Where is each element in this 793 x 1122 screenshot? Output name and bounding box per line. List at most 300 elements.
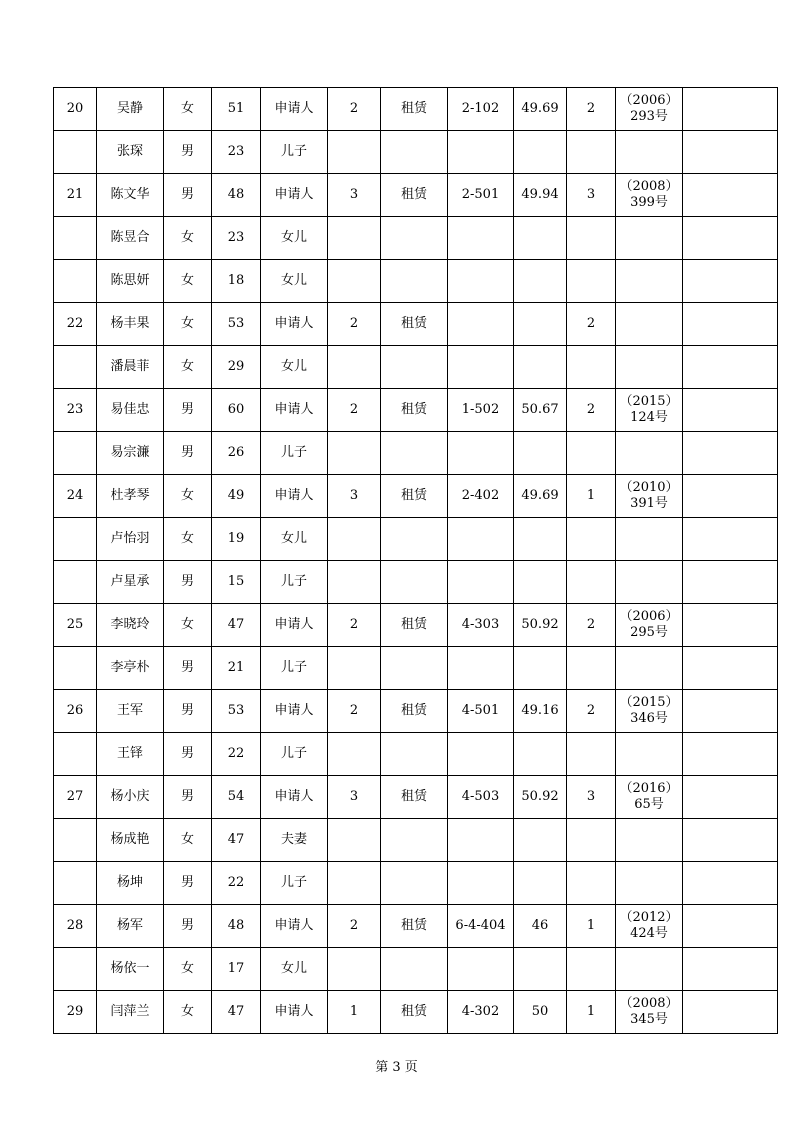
table-row <box>54 260 778 303</box>
cell-age: 29 <box>212 346 261 389</box>
table-body <box>54 88 778 1034</box>
cell-household-count <box>328 518 381 561</box>
cell-household-count: 2 <box>328 303 381 346</box>
cell-room <box>448 733 514 776</box>
cell-number: 29 <box>54 991 97 1034</box>
cell-number: 28 <box>54 905 97 948</box>
cell-room: 2-501 <box>448 174 514 217</box>
cell-room <box>448 131 514 174</box>
cell-room: 4-302 <box>448 991 514 1034</box>
cell-level <box>567 518 616 561</box>
cell-reference <box>616 862 683 905</box>
reference-line: （2008） <box>619 179 679 194</box>
cell-household-count: 2 <box>328 905 381 948</box>
table-row <box>54 948 778 991</box>
cell-age: 51 <box>212 88 261 131</box>
cell-housing-type <box>381 217 448 260</box>
cell-remark <box>683 647 778 690</box>
cell-number <box>54 346 97 389</box>
cell-household-count <box>328 131 381 174</box>
cell-level <box>567 432 616 475</box>
reference-line: 345号 <box>630 1012 668 1027</box>
cell-area <box>514 432 567 475</box>
cell-housing-type: 租赁 <box>381 776 448 819</box>
cell-room <box>448 948 514 991</box>
reference-line: 346号 <box>630 711 668 726</box>
cell-reference <box>616 131 683 174</box>
cell-age: 47 <box>212 991 261 1034</box>
cell-age: 19 <box>212 518 261 561</box>
cell-remark <box>683 905 778 948</box>
cell-reference <box>616 217 683 260</box>
cell-household-count: 2 <box>328 88 381 131</box>
cell-sex: 女 <box>164 88 212 131</box>
cell-room: 2-402 <box>448 475 514 518</box>
cell-number <box>54 518 97 561</box>
cell-level: 1 <box>567 991 616 1034</box>
applicant-table <box>53 87 778 1034</box>
table-row <box>54 604 778 647</box>
cell-name: 杨坤 <box>97 862 164 905</box>
cell-level: 3 <box>567 776 616 819</box>
cell-level <box>567 346 616 389</box>
cell-number <box>54 432 97 475</box>
cell-housing-type <box>381 518 448 561</box>
cell-sex: 女 <box>164 475 212 518</box>
cell-room <box>448 819 514 862</box>
cell-remark <box>683 303 778 346</box>
cell-reference <box>616 819 683 862</box>
cell-age: 54 <box>212 776 261 819</box>
cell-household-count: 1 <box>328 991 381 1034</box>
cell-sex: 女 <box>164 819 212 862</box>
cell-number: 26 <box>54 690 97 733</box>
cell-relation: 儿子 <box>261 733 328 776</box>
cell-housing-type: 租赁 <box>381 690 448 733</box>
cell-room <box>448 260 514 303</box>
page-number: 第 3 页 <box>375 1060 418 1075</box>
cell-sex: 女 <box>164 948 212 991</box>
table-row <box>54 862 778 905</box>
cell-number: 23 <box>54 389 97 432</box>
cell-housing-type <box>381 819 448 862</box>
cell-household-count: 3 <box>328 174 381 217</box>
table-row <box>54 475 778 518</box>
reference-line: 399号 <box>630 195 668 210</box>
cell-sex: 男 <box>164 690 212 733</box>
cell-age: 48 <box>212 905 261 948</box>
cell-level <box>567 948 616 991</box>
cell-level: 3 <box>567 174 616 217</box>
cell-housing-type <box>381 561 448 604</box>
cell-name: 易佳忠 <box>97 389 164 432</box>
cell-sex: 男 <box>164 131 212 174</box>
cell-remark <box>683 88 778 131</box>
table-row <box>54 690 778 733</box>
cell-household-count <box>328 647 381 690</box>
cell-age: 60 <box>212 389 261 432</box>
cell-sex: 女 <box>164 604 212 647</box>
cell-housing-type: 租赁 <box>381 88 448 131</box>
cell-relation: 申请人 <box>261 991 328 1034</box>
cell-household-count: 3 <box>328 776 381 819</box>
cell-level: 2 <box>567 604 616 647</box>
cell-household-count <box>328 819 381 862</box>
cell-name: 李亭朴 <box>97 647 164 690</box>
cell-household-count: 3 <box>328 475 381 518</box>
cell-age: 47 <box>212 604 261 647</box>
cell-area <box>514 303 567 346</box>
cell-number: 24 <box>54 475 97 518</box>
reference-line: 391号 <box>630 496 668 511</box>
cell-housing-type: 租赁 <box>381 905 448 948</box>
cell-area <box>514 518 567 561</box>
reference-line: （2010） <box>619 480 679 495</box>
cell-household-count <box>328 432 381 475</box>
cell-housing-type: 租赁 <box>381 475 448 518</box>
cell-level <box>567 733 616 776</box>
cell-remark <box>683 690 778 733</box>
cell-remark <box>683 604 778 647</box>
cell-relation: 儿子 <box>261 647 328 690</box>
cell-number <box>54 862 97 905</box>
cell-reference <box>616 647 683 690</box>
table-row <box>54 518 778 561</box>
reference-line: （2008） <box>619 996 679 1011</box>
cell-name: 闫萍兰 <box>97 991 164 1034</box>
cell-sex: 男 <box>164 776 212 819</box>
cell-number: 21 <box>54 174 97 217</box>
table-row <box>54 432 778 475</box>
cell-room: 1-502 <box>448 389 514 432</box>
cell-area: 50.67 <box>514 389 567 432</box>
cell-name: 卢星承 <box>97 561 164 604</box>
cell-number <box>54 260 97 303</box>
cell-name: 杨小庆 <box>97 776 164 819</box>
cell-level <box>567 561 616 604</box>
cell-relation: 申请人 <box>261 690 328 733</box>
cell-area <box>514 733 567 776</box>
cell-sex: 男 <box>164 647 212 690</box>
cell-remark <box>683 561 778 604</box>
cell-area: 46 <box>514 905 567 948</box>
reference-line: 124号 <box>630 410 668 425</box>
cell-age: 49 <box>212 475 261 518</box>
cell-reference <box>616 389 683 432</box>
cell-sex: 男 <box>164 389 212 432</box>
cell-area <box>514 819 567 862</box>
cell-age: 53 <box>212 303 261 346</box>
cell-remark <box>683 260 778 303</box>
cell-area <box>514 647 567 690</box>
cell-remark <box>683 131 778 174</box>
cell-room: 4-503 <box>448 776 514 819</box>
cell-number <box>54 647 97 690</box>
cell-relation: 儿子 <box>261 432 328 475</box>
table-row <box>54 647 778 690</box>
cell-area: 49.69 <box>514 88 567 131</box>
cell-remark <box>683 776 778 819</box>
cell-room: 2-102 <box>448 88 514 131</box>
cell-household-count <box>328 948 381 991</box>
table-row <box>54 905 778 948</box>
cell-area: 49.94 <box>514 174 567 217</box>
cell-reference <box>616 733 683 776</box>
cell-household-count: 2 <box>328 389 381 432</box>
cell-room <box>448 346 514 389</box>
cell-relation: 女儿 <box>261 260 328 303</box>
cell-relation: 儿子 <box>261 561 328 604</box>
cell-sex: 女 <box>164 518 212 561</box>
cell-age: 47 <box>212 819 261 862</box>
cell-number <box>54 131 97 174</box>
cell-area <box>514 260 567 303</box>
cell-housing-type: 租赁 <box>381 604 448 647</box>
cell-name: 李晓玲 <box>97 604 164 647</box>
cell-name: 陈思妍 <box>97 260 164 303</box>
table-row <box>54 303 778 346</box>
cell-sex: 男 <box>164 561 212 604</box>
cell-room <box>448 862 514 905</box>
cell-number: 20 <box>54 88 97 131</box>
cell-sex: 女 <box>164 260 212 303</box>
cell-household-count <box>328 862 381 905</box>
table-row <box>54 131 778 174</box>
cell-remark <box>683 862 778 905</box>
reference-line: 424号 <box>630 926 668 941</box>
cell-relation: 申请人 <box>261 905 328 948</box>
cell-household-count: 2 <box>328 690 381 733</box>
cell-area <box>514 948 567 991</box>
cell-sex: 男 <box>164 905 212 948</box>
cell-reference <box>616 991 683 1034</box>
table-row <box>54 174 778 217</box>
cell-age: 22 <box>212 862 261 905</box>
cell-reference <box>616 432 683 475</box>
cell-sex: 女 <box>164 991 212 1034</box>
table-row <box>54 346 778 389</box>
cell-remark <box>683 991 778 1034</box>
table-row <box>54 991 778 1034</box>
cell-age: 17 <box>212 948 261 991</box>
cell-relation: 儿子 <box>261 131 328 174</box>
reference-line: （2006） <box>619 609 679 624</box>
cell-area: 50 <box>514 991 567 1034</box>
cell-reference <box>616 776 683 819</box>
cell-room <box>448 561 514 604</box>
cell-relation: 夫妻 <box>261 819 328 862</box>
cell-number <box>54 217 97 260</box>
cell-name: 张琛 <box>97 131 164 174</box>
cell-room <box>448 518 514 561</box>
cell-remark <box>683 733 778 776</box>
cell-area: 49.16 <box>514 690 567 733</box>
cell-relation: 申请人 <box>261 776 328 819</box>
cell-area <box>514 862 567 905</box>
cell-room <box>448 217 514 260</box>
cell-remark <box>683 819 778 862</box>
cell-household-count <box>328 217 381 260</box>
cell-room: 6-4-404 <box>448 905 514 948</box>
cell-household-count <box>328 346 381 389</box>
cell-room: 4-303 <box>448 604 514 647</box>
cell-household-count: 2 <box>328 604 381 647</box>
cell-level <box>567 862 616 905</box>
cell-reference <box>616 303 683 346</box>
cell-housing-type: 租赁 <box>381 389 448 432</box>
cell-level <box>567 647 616 690</box>
cell-number: 27 <box>54 776 97 819</box>
cell-household-count <box>328 260 381 303</box>
cell-relation: 申请人 <box>261 303 328 346</box>
cell-sex: 女 <box>164 303 212 346</box>
cell-name: 杨依一 <box>97 948 164 991</box>
cell-age: 48 <box>212 174 261 217</box>
cell-housing-type: 租赁 <box>381 303 448 346</box>
cell-number <box>54 733 97 776</box>
cell-name: 杨丰果 <box>97 303 164 346</box>
cell-housing-type <box>381 432 448 475</box>
cell-level: 2 <box>567 690 616 733</box>
cell-name: 王军 <box>97 690 164 733</box>
cell-sex: 男 <box>164 174 212 217</box>
cell-relation: 女儿 <box>261 346 328 389</box>
cell-reference <box>616 475 683 518</box>
table-row <box>54 389 778 432</box>
cell-reference <box>616 174 683 217</box>
cell-age: 23 <box>212 217 261 260</box>
reference-line: 293号 <box>630 109 668 124</box>
cell-name: 吴静 <box>97 88 164 131</box>
cell-remark <box>683 174 778 217</box>
cell-name: 卢怡羽 <box>97 518 164 561</box>
cell-housing-type <box>381 733 448 776</box>
cell-number <box>54 561 97 604</box>
cell-age: 26 <box>212 432 261 475</box>
cell-area: 50.92 <box>514 604 567 647</box>
cell-area <box>514 346 567 389</box>
cell-area <box>514 217 567 260</box>
cell-relation: 申请人 <box>261 174 328 217</box>
cell-area: 50.92 <box>514 776 567 819</box>
cell-reference <box>616 88 683 131</box>
cell-sex: 男 <box>164 733 212 776</box>
table-row <box>54 776 778 819</box>
cell-relation: 女儿 <box>261 948 328 991</box>
table-row <box>54 217 778 260</box>
cell-relation: 儿子 <box>261 862 328 905</box>
cell-remark <box>683 518 778 561</box>
table-row <box>54 561 778 604</box>
cell-age: 22 <box>212 733 261 776</box>
cell-reference <box>616 905 683 948</box>
cell-housing-type <box>381 346 448 389</box>
cell-reference <box>616 346 683 389</box>
cell-relation: 女儿 <box>261 518 328 561</box>
cell-number: 25 <box>54 604 97 647</box>
reference-line: （2015） <box>619 695 679 710</box>
cell-reference <box>616 948 683 991</box>
table-row <box>54 88 778 131</box>
cell-name: 易宗濂 <box>97 432 164 475</box>
reference-line: 65号 <box>634 797 664 812</box>
cell-housing-type <box>381 260 448 303</box>
cell-reference <box>616 604 683 647</box>
cell-age: 21 <box>212 647 261 690</box>
cell-sex: 女 <box>164 217 212 260</box>
cell-area: 49.69 <box>514 475 567 518</box>
cell-level: 1 <box>567 905 616 948</box>
cell-housing-type <box>381 862 448 905</box>
cell-remark <box>683 389 778 432</box>
cell-age: 18 <box>212 260 261 303</box>
cell-level: 2 <box>567 88 616 131</box>
reference-line: （2016） <box>619 781 679 796</box>
reference-line: （2015） <box>619 394 679 409</box>
cell-age: 53 <box>212 690 261 733</box>
cell-housing-type: 租赁 <box>381 991 448 1034</box>
reference-line: （2012） <box>619 910 679 925</box>
cell-age: 23 <box>212 131 261 174</box>
cell-name: 潘晨菲 <box>97 346 164 389</box>
cell-remark <box>683 948 778 991</box>
cell-remark <box>683 346 778 389</box>
cell-room <box>448 303 514 346</box>
cell-relation: 申请人 <box>261 88 328 131</box>
cell-name: 陈文华 <box>97 174 164 217</box>
cell-room <box>448 647 514 690</box>
cell-name: 王铎 <box>97 733 164 776</box>
cell-sex: 女 <box>164 346 212 389</box>
cell-name: 杨军 <box>97 905 164 948</box>
cell-reference <box>616 561 683 604</box>
cell-reference <box>616 518 683 561</box>
cell-name: 杜孝琴 <box>97 475 164 518</box>
cell-remark <box>683 432 778 475</box>
cell-housing-type <box>381 131 448 174</box>
cell-area <box>514 561 567 604</box>
cell-room <box>448 432 514 475</box>
cell-room: 4-501 <box>448 690 514 733</box>
cell-relation: 申请人 <box>261 604 328 647</box>
cell-number <box>54 948 97 991</box>
cell-remark <box>683 217 778 260</box>
cell-housing-type: 租赁 <box>381 174 448 217</box>
cell-area <box>514 131 567 174</box>
cell-level <box>567 217 616 260</box>
cell-level <box>567 131 616 174</box>
cell-number <box>54 819 97 862</box>
cell-reference <box>616 690 683 733</box>
cell-name: 杨成艳 <box>97 819 164 862</box>
cell-sex: 男 <box>164 432 212 475</box>
cell-level: 1 <box>567 475 616 518</box>
cell-relation: 申请人 <box>261 475 328 518</box>
cell-relation: 女儿 <box>261 217 328 260</box>
reference-line: （2006） <box>619 93 679 108</box>
cell-housing-type <box>381 647 448 690</box>
cell-number: 22 <box>54 303 97 346</box>
cell-level: 2 <box>567 303 616 346</box>
cell-level: 2 <box>567 389 616 432</box>
cell-remark <box>683 475 778 518</box>
reference-line: 295号 <box>630 625 668 640</box>
cell-relation: 申请人 <box>261 389 328 432</box>
table-row <box>54 819 778 862</box>
cell-reference <box>616 260 683 303</box>
cell-level <box>567 819 616 862</box>
cell-housing-type <box>381 948 448 991</box>
